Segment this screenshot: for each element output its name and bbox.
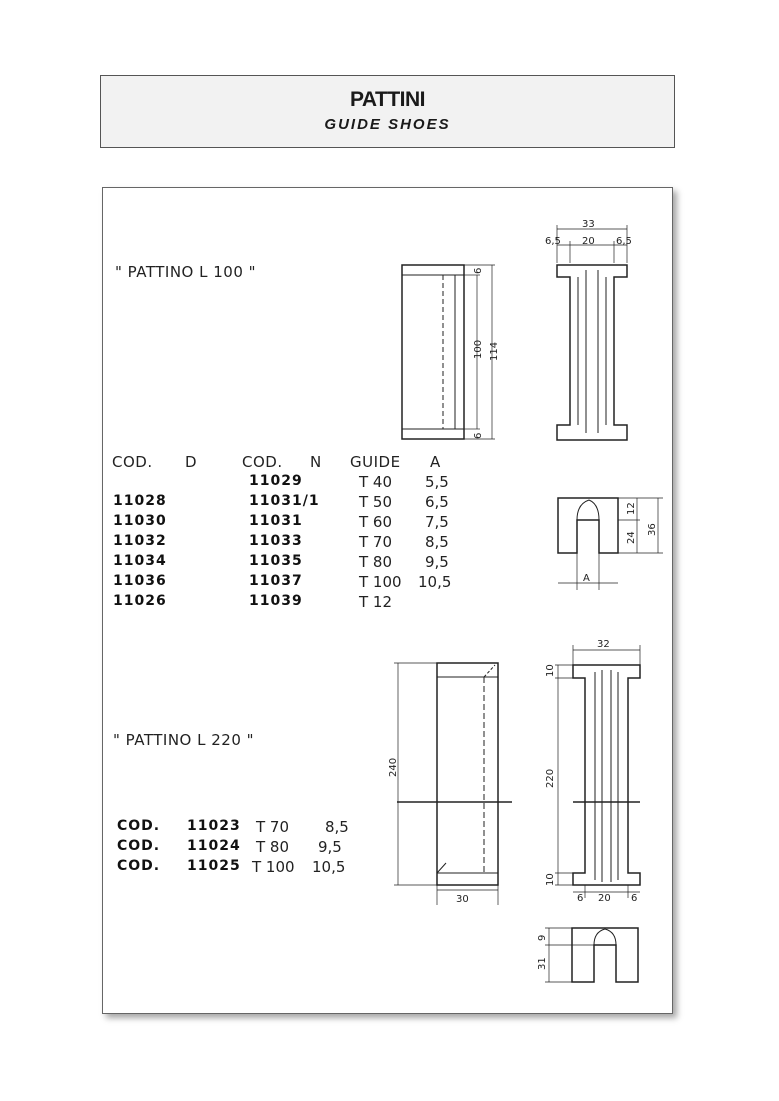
code-cell: 11023 — [187, 818, 241, 834]
dim-32: 32 — [597, 639, 610, 650]
cod-d-cell: 11032 — [113, 533, 167, 549]
cod-n-cell: 11037 — [249, 573, 303, 589]
cod-n-cell: 11035 — [249, 553, 303, 569]
a-cell: 8,5 — [425, 533, 449, 551]
cod-n-cell: 11031/1 — [249, 493, 320, 509]
dim-20-bottom: 20 — [598, 893, 611, 904]
a-cell: 7,5 — [425, 513, 449, 531]
page-title: PATTINI — [349, 88, 426, 111]
col-header-a: A — [430, 453, 441, 471]
guide-cell: T 100 — [359, 573, 402, 591]
code-cell: 11025 — [187, 858, 241, 874]
a-cell: 9,5 — [425, 553, 449, 571]
cod-d-cell: 11030 — [113, 513, 167, 529]
dim-6-right: 6 — [631, 893, 638, 904]
dim-6-5-left: 6,5 — [545, 236, 561, 247]
dim-240: 240 — [388, 757, 399, 777]
a-cell: 9,5 — [318, 838, 342, 856]
header-box — [100, 75, 675, 148]
a-cell: 10,5 — [312, 858, 346, 876]
dim-31: 31 — [537, 957, 548, 970]
dim-20: 20 — [582, 236, 595, 247]
guide-cell: T 12 — [359, 593, 393, 611]
shoe-l220-section-drawing — [525, 920, 650, 1005]
guide-cell: T 60 — [359, 513, 393, 531]
col-header-guide: GUIDE — [350, 453, 401, 471]
a-cell: 10,5 — [418, 573, 452, 591]
shoe-l220-front-drawing — [535, 630, 650, 905]
page-subtitle: GUIDE SHOES — [324, 116, 451, 133]
dim-33: 33 — [582, 219, 595, 230]
dim-100: 100 — [473, 339, 484, 359]
cod-n-cell: 11029 — [249, 473, 303, 489]
guide-cell: T 50 — [359, 493, 393, 511]
a-cell: 6,5 — [425, 493, 449, 511]
dim-6-5-right: 6,5 — [616, 236, 632, 247]
section2-title: " PATTINO L 220 " — [113, 731, 255, 749]
shoe-l100-front-drawing — [540, 215, 640, 445]
dim-30: 30 — [456, 894, 469, 905]
cod-d-cell: 11026 — [113, 593, 167, 609]
shoe-l100-side-drawing — [395, 255, 505, 450]
cod-label: COD. — [117, 818, 161, 834]
cod-n-cell: 11033 — [249, 533, 303, 549]
cod-label: COD. — [117, 838, 161, 854]
guide-cell: T 40 — [359, 473, 393, 491]
shoe-l220-side-drawing — [380, 655, 520, 910]
code-cell: 11024 — [187, 838, 241, 854]
dim-A: A — [583, 573, 590, 584]
col-header-cod-d: COD. — [112, 453, 153, 471]
dim-12: 12 — [626, 502, 637, 515]
cod-n-cell: 11039 — [249, 593, 303, 609]
cod-d-cell: 11034 — [113, 553, 167, 569]
guide-cell: T 100 — [252, 858, 295, 876]
col-header-d: D — [185, 453, 198, 471]
dim-24: 24 — [626, 531, 637, 544]
cod-label: COD. — [117, 858, 161, 874]
dim-6-bottom: 6 — [473, 432, 484, 439]
guide-cell: T 80 — [359, 553, 393, 571]
shoe-l100-section-drawing — [545, 490, 665, 600]
dim-220: 220 — [545, 768, 556, 788]
cod-d-cell: 11028 — [113, 493, 167, 509]
a-cell: 8,5 — [325, 818, 349, 836]
cod-n-cell: 11031 — [249, 513, 303, 529]
col-header-cod-n: COD. — [242, 453, 283, 471]
col-header-n: N — [310, 453, 322, 471]
dim-10-top: 10 — [545, 664, 556, 677]
guide-cell: T 80 — [256, 838, 290, 856]
dim-10-bottom: 10 — [545, 873, 556, 886]
guide-cell: T 70 — [359, 533, 393, 551]
dim-6-top: 6 — [473, 267, 484, 274]
dim-36: 36 — [647, 523, 658, 536]
dim-9: 9 — [537, 934, 548, 941]
section1-title: " PATTINO L 100 " — [115, 263, 257, 281]
a-cell: 5,5 — [425, 473, 449, 491]
guide-cell: T 70 — [256, 818, 290, 836]
dim-6-left: 6 — [577, 893, 584, 904]
dim-114: 114 — [489, 341, 500, 361]
cod-d-cell: 11036 — [113, 573, 167, 589]
